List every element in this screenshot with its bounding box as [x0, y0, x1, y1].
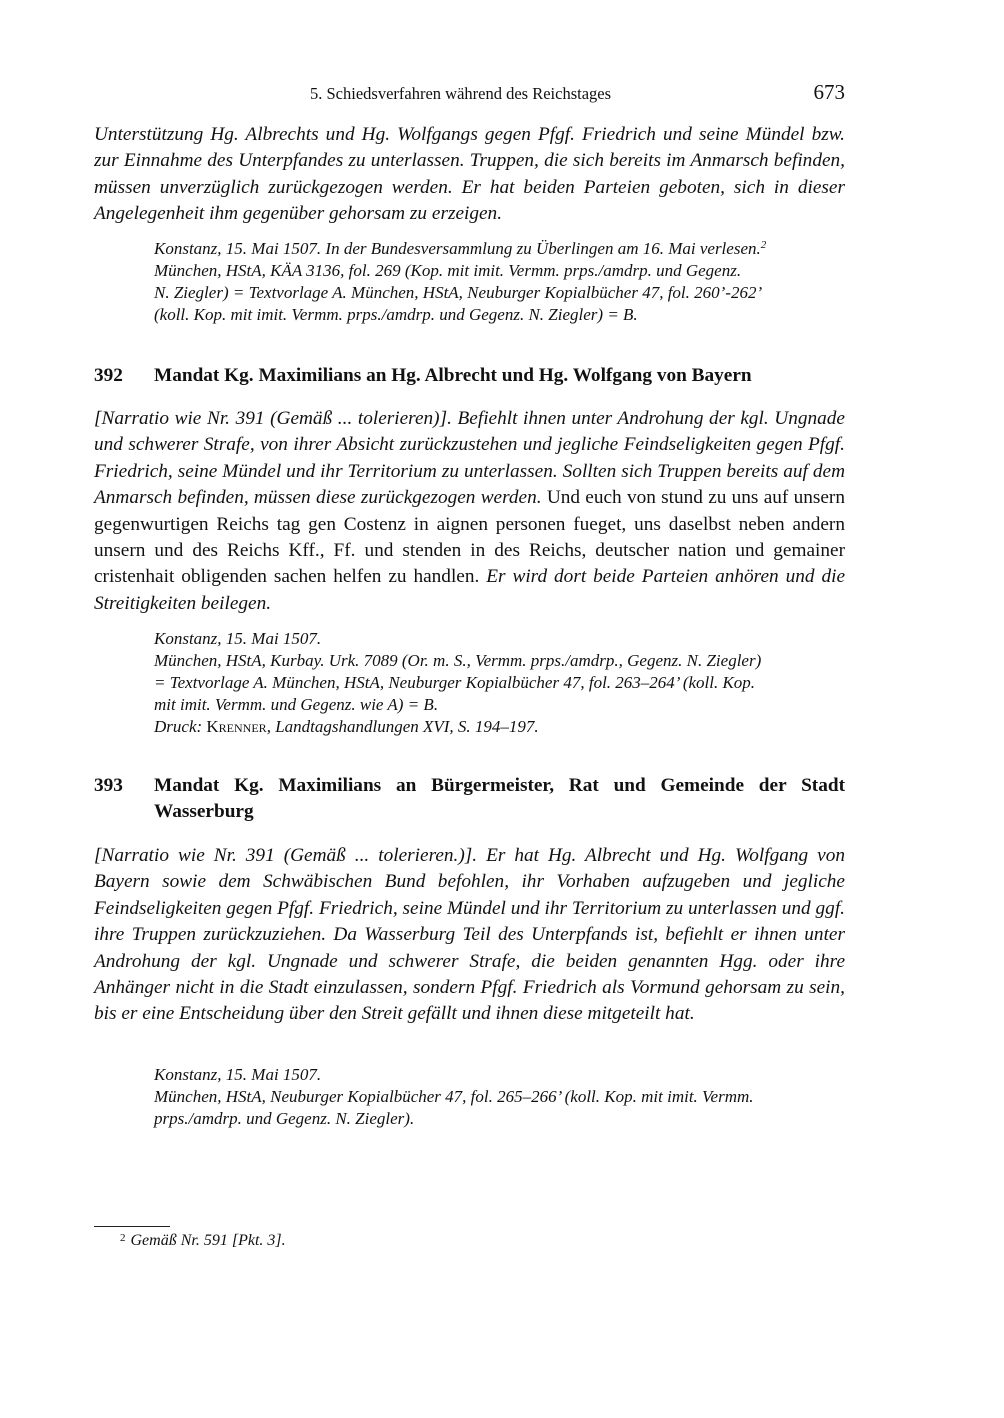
- entry-heading-393: [94, 773, 845, 826]
- source-line: München, HStA, KÄA 3136, fol. 269 (Kop. mit imit. Vermm. prps./amdrp. und Gegenz.: [154, 261, 742, 280]
- entry-body-392: [Narratio wie Nr. 391 (Gemäß ... tolerieren)]. Befiehlt ihnen unter Androhung der kgl. Ungnade und schwerer Strafe, von ihrer Absicht zurückzustehen und jegliche Feindseligkeiten gegen Pfgf. Friedrich, seine Mündel und ihr Territorium zu unterlassen. Sollten sich Truppen bereits auf dem Anmarsch befinden, müssen diese zurückgezogen werden. Und euch von stund zu uns auf unsern gegenwurtigen Reichs tag gen Costenz in aignen personen fueget, uns daselbst neben andern unsern und des Reichs Kff., Ff. und stenden in des Reichs, deutscher nation und gemainer cristenhait obligenden sachen helfen zu handlen. Er wird dort beide Parteien anhören und die Streitigkeiten beilegen.: [94, 408, 845, 614]
- footnote-text: Gemäß Nr. 591 [Pkt. 3].: [130, 1232, 286, 1249]
- footnote-rule: [94, 1226, 170, 1227]
- entry-body-393: [Narratio wie Nr. 391 (Gemäß ... tolerieren.)]. Er hat Hg. Albrecht und Hg. Wolfgang von Bayern sowie dem Schwäbischen Bund befohlen, ihr Vorhaben aufzugeben und jegliche Feindseligkeiten gegen Pfgf. Friedrich, seine Mündel und ihr Territorium zu unterlassen und ggf. ihre Truppen zurückzuziehen. Da Wasserburg Teil des Unterpfands ist, befiehlt er ihnen unter Androhung der kgl. Ungnade und schwerer Strafe, die beiden genannten Hgg. oder ihre Anhänger nicht in die Stadt einzulassen, sondern Pfgf. Friedrich als Vormund gehorsam zu sein, bis er eine Entscheidung über den Streit gefällt und ihnen diese mitgeteilt hat.: [94, 845, 845, 1025]
- intro-source-note: [154, 238, 845, 326]
- source-line: prps./amdrp. und Gegenz. N. Ziegler).: [154, 1109, 415, 1128]
- source-line: Konstanz, 15. Mai 1507.: [154, 1065, 322, 1084]
- source-line: München, HStA, Kurbay. Urk. 7089 (Or. m. S., Vermm. prps./amdrp., Gegenz. N. Ziegler): [154, 651, 762, 670]
- source-line: München, HStA, Neuburger Kopialbücher 47, fol. 265–266’ (koll. Kop. mit imit. Vermm.: [154, 1087, 754, 1106]
- source-line: = Textvorlage A. München, HStA, Neuburger Kopialbücher 47, fol. 263–264’ (koll. Kop.: [154, 673, 756, 692]
- footnote: [120, 1232, 286, 1250]
- page-number: 673: [813, 80, 845, 104]
- entry-number: 393: [94, 775, 123, 796]
- footnote-mark: 2: [120, 1232, 126, 1244]
- source-line: mit imit. Vermm. und Gegenz. wie A) = B.: [154, 695, 439, 714]
- running-title: 5. Schiedsverfahren während des Reichstages: [310, 84, 612, 103]
- source-line: N. Ziegler) = Textvorlage A. München, HStA, Neuburger Kopialbücher 47, fol. 260’-262’: [154, 283, 763, 302]
- source-line: Konstanz, 15. Mai 1507. In der Bundesversammlung zu Überlingen am 16. Mai verlesen.$^2$: [154, 239, 767, 258]
- entry-title: Mandat Kg. Maximilians an Hg. Albrecht und Hg. Wolfgang von Bayern: [154, 365, 752, 386]
- entry-title: Mandat Kg. Maximilians an Bürgermeister, Rat und Gemeinde der Stadt Wasserburg: [154, 775, 845, 823]
- entry-heading-392: [94, 363, 845, 389]
- print-reference: Druck: Krenner, Landtagshandlungen XVI, S. 194–197.: [154, 717, 539, 736]
- intro-paragraph: Unterstützung Hg. Albrechts und Hg. Wolfgangs gegen Pfgf. Friedrich und seine Mündel bzw. zur Einnahme des Unterpfandes zu unterlassen. Truppen, die sich bereits im Anmarsch befinden, müssen unverzüglich zurückgezogen werden. Er hat beiden Parteien geboten, sich in dieser Angelegenheit ihm gegenüber gehorsam zu erzeigen.: [94, 124, 845, 225]
- running-header: [94, 80, 845, 106]
- source-line: Konstanz, 15. Mai 1507.: [154, 629, 322, 648]
- footnote-ref: 2: [760, 239, 767, 251]
- entry-source-note-392: [154, 628, 845, 738]
- entry-number: 392: [94, 365, 123, 386]
- entry-source-note-393: [154, 1064, 845, 1130]
- source-line: (koll. Kop. mit imit. Vermm. prps./amdrp. und Gegenz. N. Ziegler) = B.: [154, 305, 638, 324]
